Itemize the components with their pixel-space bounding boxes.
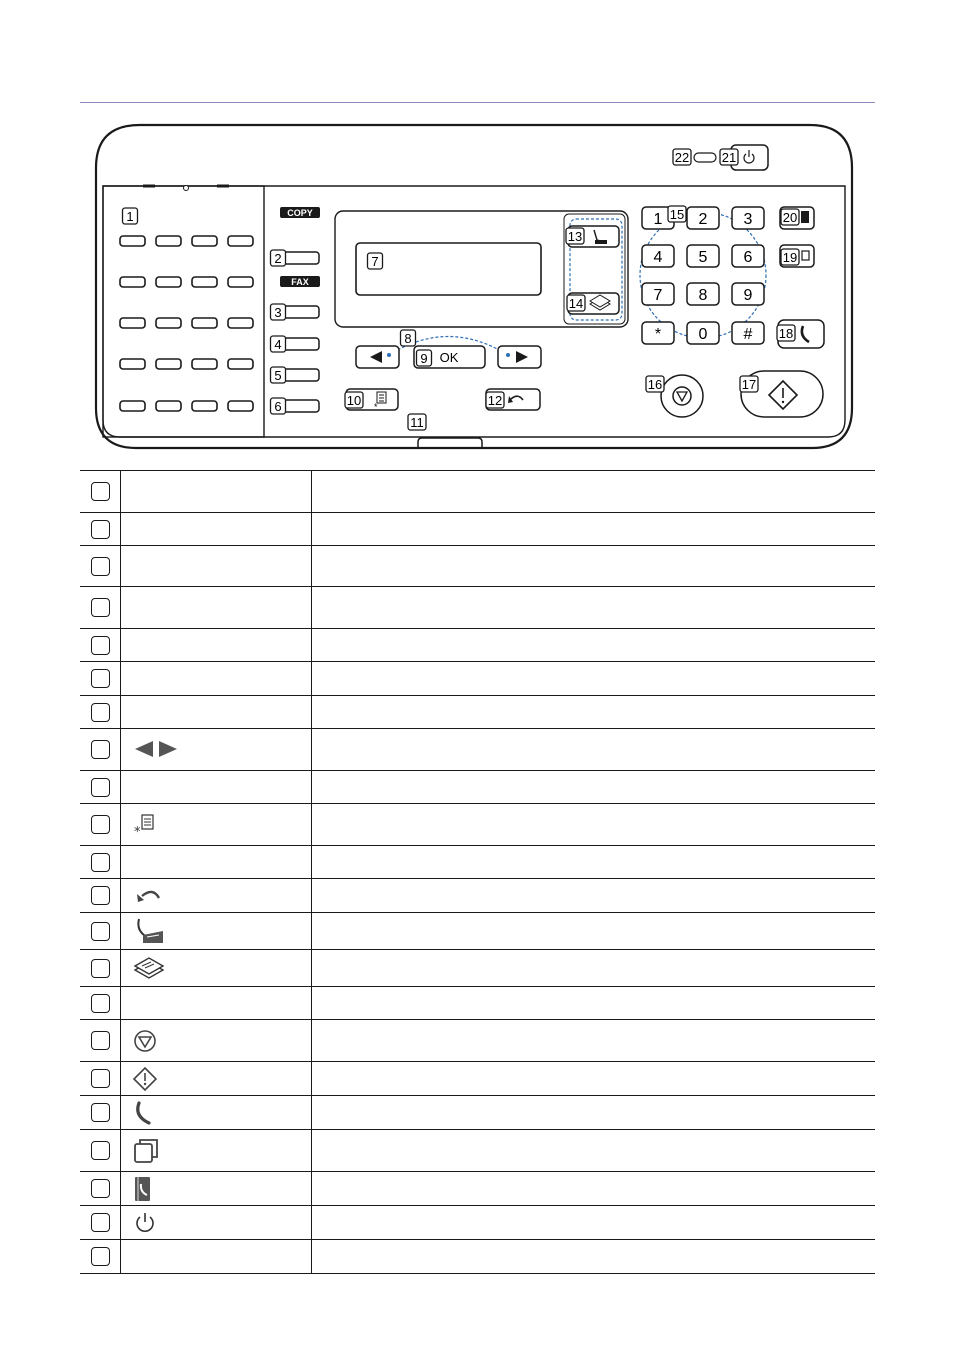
legend-row	[80, 546, 875, 587]
keypad-key[interactable]	[732, 283, 764, 305]
legend-description	[312, 987, 876, 1020]
legend-row	[80, 1172, 875, 1206]
one-touch-button[interactable]	[192, 236, 217, 246]
one-touch-button[interactable]	[120, 359, 145, 369]
legend-number-box	[91, 1103, 110, 1122]
keypad-key[interactable]	[642, 283, 674, 305]
svg-text:12: 12	[487, 393, 503, 408]
svg-text:18: 18	[778, 326, 794, 341]
legend-description	[312, 771, 876, 804]
svg-text:1: 1	[126, 209, 134, 224]
legend-description	[312, 1096, 876, 1130]
svg-text:22: 22	[674, 150, 690, 165]
legend-number-box	[91, 778, 110, 797]
keypad-key-label: 2	[698, 211, 708, 228]
callout-6	[271, 398, 286, 414]
legend-number-box	[91, 922, 110, 941]
legend-number-box	[91, 557, 110, 576]
svg-text:20: 20	[782, 210, 798, 225]
legend-number-box	[91, 815, 110, 834]
legend-row	[80, 846, 875, 879]
keypad-key[interactable]	[642, 245, 674, 267]
legend-row	[80, 1240, 875, 1274]
one-touch-button[interactable]	[228, 318, 253, 328]
legend-description	[312, 1240, 876, 1274]
keypad-key-label: 5	[698, 249, 708, 266]
callout-11	[408, 414, 426, 430]
legend-description	[312, 729, 876, 771]
svg-text:3: 3	[274, 305, 282, 320]
legend-row	[80, 804, 875, 846]
one-touch-button[interactable]	[120, 236, 145, 246]
one-touch-button[interactable]	[156, 318, 181, 328]
callout-5	[271, 367, 286, 383]
svg-text:8: 8	[404, 331, 412, 346]
one-touch-button[interactable]	[120, 277, 145, 287]
legend-row	[80, 771, 875, 804]
legend-description	[312, 1062, 876, 1096]
arrow-left-right-icon	[133, 740, 179, 758]
callout-18	[777, 325, 795, 341]
function-button[interactable]	[283, 306, 319, 318]
legend-description	[312, 913, 876, 950]
legend-description	[312, 696, 876, 729]
stop-icon	[133, 1029, 157, 1053]
svg-text:10: 10	[346, 393, 362, 408]
svg-text:7: 7	[371, 254, 379, 269]
svg-text:4: 4	[274, 337, 282, 352]
callout-7	[368, 253, 383, 269]
legend-number-box	[91, 482, 110, 501]
one-touch-button[interactable]	[192, 277, 217, 287]
one-touch-button[interactable]	[156, 359, 181, 369]
legend-row	[80, 913, 875, 950]
svg-text:13: 13	[567, 229, 583, 244]
legend-number-box	[91, 1213, 110, 1232]
function-button[interactable]	[283, 369, 319, 381]
keypad-key-label: 4	[653, 249, 663, 266]
one-touch-button[interactable]	[120, 401, 145, 411]
callout-9	[417, 350, 432, 366]
legend-row	[80, 1206, 875, 1240]
legend-description	[312, 1130, 876, 1172]
keypad-key[interactable]	[687, 322, 719, 344]
keypad-key-label: #	[743, 326, 753, 343]
redial-pause-icon	[133, 1138, 159, 1164]
legend-row	[80, 587, 875, 629]
legend-description	[312, 1020, 876, 1062]
callout-12	[486, 392, 504, 408]
svg-text:21: 21	[721, 150, 737, 165]
legend-description	[312, 804, 876, 846]
lcd-display	[356, 243, 541, 295]
keypad-key-label: 8	[698, 287, 708, 304]
legend-description	[312, 950, 876, 987]
callout-1	[123, 208, 138, 224]
keypad-key[interactable]	[732, 322, 764, 344]
legend-description	[312, 629, 876, 662]
keypad-key-label: 6	[743, 249, 753, 266]
one-touch-button[interactable]	[120, 318, 145, 328]
callout-3	[271, 304, 286, 320]
legend-row	[80, 879, 875, 913]
svg-text:19: 19	[782, 250, 798, 265]
one-touch-button[interactable]	[228, 236, 253, 246]
svg-text:*: *	[134, 824, 141, 837]
legend-number-box	[91, 598, 110, 617]
keypad-key-label: 7	[653, 287, 663, 304]
keypad-key-label: 9	[743, 287, 753, 304]
svg-text:2: 2	[274, 251, 282, 266]
one-touch-button[interactable]	[228, 359, 253, 369]
one-touch-button[interactable]	[156, 236, 181, 246]
on-hook-dial-icon	[133, 1100, 155, 1126]
callout-4	[271, 336, 286, 352]
keypad-key-label: *	[654, 326, 662, 343]
callout-8	[401, 330, 416, 346]
callout-2	[271, 250, 286, 266]
callout-17	[740, 376, 758, 392]
legend-row	[80, 987, 875, 1020]
legend-number-box	[91, 1247, 110, 1266]
one-touch-button[interactable]	[156, 401, 181, 411]
menu-icon	[133, 813, 157, 837]
legend-number-box	[91, 994, 110, 1013]
callout-21	[720, 149, 738, 165]
legend-description	[312, 1172, 876, 1206]
one-touch-button[interactable]	[192, 401, 217, 411]
one-touch-button[interactable]	[192, 318, 217, 328]
function-button[interactable]	[283, 338, 319, 350]
legend-row	[80, 471, 875, 513]
function-button[interactable]	[283, 400, 319, 412]
legend-description	[312, 546, 876, 587]
legend-number-box	[91, 959, 110, 978]
legend-row	[80, 1096, 875, 1130]
svg-text:6: 6	[274, 399, 282, 414]
callout-15	[668, 206, 686, 222]
svg-text:*: *	[374, 402, 378, 412]
fax-icon	[133, 917, 165, 945]
legend-description	[312, 879, 876, 913]
legend-number-box	[91, 1069, 110, 1088]
legend-row	[80, 662, 875, 696]
legend-number-box	[91, 520, 110, 539]
svg-text:9: 9	[420, 351, 428, 366]
callout-13	[566, 228, 584, 244]
control-panel-illustration	[0, 0, 954, 460]
fax-label: FAX	[291, 277, 309, 287]
one-touch-button[interactable]	[228, 401, 253, 411]
svg-text:16: 16	[647, 377, 663, 392]
callout-20	[781, 209, 799, 225]
keypad-key-label: 1	[653, 211, 663, 228]
legend-description	[312, 1206, 876, 1240]
legend-description	[312, 662, 876, 696]
legend-row	[80, 629, 875, 662]
keypad-key[interactable]	[732, 245, 764, 267]
legend-number-box	[91, 1179, 110, 1198]
legend-number-box	[91, 1141, 110, 1160]
function-button[interactable]	[283, 252, 319, 264]
control-panel-legend-table	[80, 470, 875, 1274]
legend-number-box	[91, 853, 110, 872]
legend-description	[312, 513, 876, 546]
legend-row	[80, 1020, 875, 1062]
keypad-key[interactable]	[687, 283, 719, 305]
svg-text:11: 11	[410, 415, 424, 430]
keypad-key-label: 0	[698, 326, 708, 343]
legend-description	[312, 846, 876, 879]
back-icon	[133, 886, 163, 904]
legend-description	[312, 471, 876, 513]
power-icon	[133, 1211, 157, 1235]
one-touch-button[interactable]	[156, 277, 181, 287]
legend-description	[312, 587, 876, 629]
start-icon	[133, 1067, 157, 1091]
svg-text:14: 14	[568, 296, 584, 311]
one-touch-button[interactable]	[192, 359, 217, 369]
legend-number-box	[91, 669, 110, 688]
keypad-key[interactable]	[732, 207, 764, 229]
legend-row	[80, 950, 875, 987]
keypad-key[interactable]	[642, 322, 674, 344]
callout-22	[673, 149, 691, 165]
legend-number-box	[91, 636, 110, 655]
legend-row	[80, 729, 875, 771]
svg-text:17: 17	[741, 377, 757, 392]
legend-row	[80, 513, 875, 546]
keypad-key-label: 3	[743, 211, 753, 228]
legend-number-box	[91, 886, 110, 905]
copy-icon	[133, 956, 165, 980]
address-book-icon	[133, 1176, 153, 1202]
callout-14	[567, 295, 585, 311]
legend-number-box	[91, 1031, 110, 1050]
legend-row	[80, 1130, 875, 1172]
legend-number-box	[91, 740, 110, 759]
one-touch-button[interactable]	[228, 277, 253, 287]
copy-label: COPY	[287, 208, 313, 218]
keypad-key[interactable]	[687, 245, 719, 267]
legend-row	[80, 1062, 875, 1096]
legend-number-box	[91, 703, 110, 722]
callout-16	[646, 376, 664, 392]
svg-text:5: 5	[274, 368, 282, 383]
keypad-key[interactable]	[687, 207, 719, 229]
callout-19	[781, 249, 799, 265]
svg-text:15: 15	[669, 207, 685, 222]
ok-label: OK	[439, 350, 459, 365]
legend-row	[80, 696, 875, 729]
callout-10	[345, 392, 363, 408]
